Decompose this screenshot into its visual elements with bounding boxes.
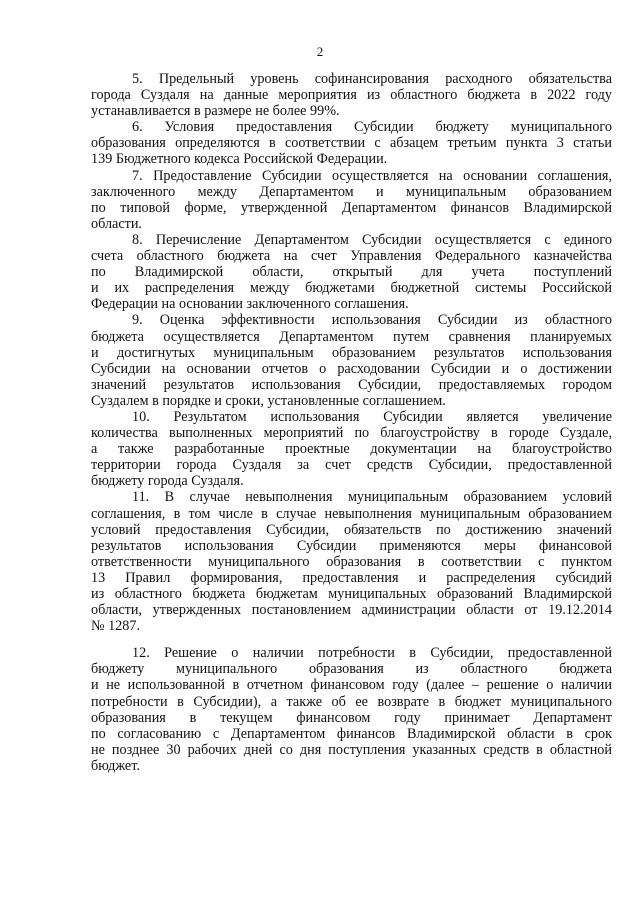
paragraph-12 [91,645,612,774]
text-line: 13 Правил формирования, предоставления и распределения субсидий [91,569,612,586]
document-body [91,71,612,774]
text-line: не позднее 30 рабочих дней со дня поступления указанных средств в областной [91,741,612,758]
text-line: значений результатов использования Субсидии, предоставляемых городом [91,376,612,393]
text-line: образования в текущем финансовом году принимает Департамент [91,709,612,726]
text-line: устанавливается в размере не более 99%. [91,103,340,120]
text-line: Суздалем в порядке и сроки, установленные соглашением. [91,392,446,409]
text-line: территории города Суздаля за счет средств Субсидии, предоставленной [91,457,612,474]
text-line: потребности в Субсидии), а также об ее возврате в бюджет муниципального [91,693,612,710]
paragraph-7 [91,168,612,232]
text-line: а также разработанные проектные документации на благоустройство [91,441,612,458]
text-line: города Суздаля на данные мероприятия из областного бюджета в 2022 году [91,87,612,104]
paragraph-10 [91,409,612,489]
paragraph-9 [91,312,612,409]
text-line: бюджету муниципального образования из областного бюджета [91,661,612,678]
text-line: ответственности муниципального образования в соответствии с пунктом [91,553,612,570]
text-line: области, утвержденных постановлением администрации области от 19.12.2014 [91,602,612,619]
text-line: по Владимирской области, открытый для учета поступлений [91,264,612,281]
text-line: 9. Оценка эффективности использования Субсидии из областного [132,312,612,329]
text-line: 10. Результатом использования Субсидии является увеличение [132,408,612,425]
text-line: количества выполненных мероприятий по благоустройству в городе Суздале, [91,425,612,442]
text-line: бюджету города Суздаля. [91,473,244,490]
text-line: 7. Предоставление Субсидии осуществляется на основании соглашения, [132,167,612,184]
text-line: бюджет. [91,757,140,774]
text-line: и достигнутых муниципальным образованием результатов использования [91,344,612,361]
paragraph-8 [91,232,612,312]
page-number: 2 [316,44,324,59]
text-line: Субсидии на основании отчетов о расходовании Субсидии и о достижении [91,360,612,377]
text-line: счета областного бюджета на счет Управления Федерального казначейства [91,248,612,265]
text-line: образования определяются в соответствии с абзацем третьим пункта 3 статьи [91,135,612,152]
text-line: по типовой форме, утвержденной Департаментом финансов Владимирской [91,199,612,216]
text-line: условий предоставления Субсидии, обязательств по достижению значений [91,521,612,538]
text-line: области. [91,215,142,232]
text-line: № 1287. [91,618,141,635]
text-line: по согласованию с Департаментом финансов Владимирской области в срок [91,725,612,742]
text-line: соглашения, в том числе в случае невыполнения муниципальным образованием [91,505,612,522]
text-line: 12. Решение о наличии потребности в Субсидии, предоставленной [132,645,612,662]
text-line: заключенного между Департаментом и муниципальным образованием [91,183,612,200]
text-line: 8. Перечисление Департаментом Субсидии осуществляется с единого [132,231,612,248]
text-line: 5. Предельный уровень софинансирования расходного обязательства [132,71,612,87]
paragraph-5 [91,71,612,119]
paragraph-6 [91,119,612,167]
text-line: Федерации на основании заключенного соглашения. [91,296,409,313]
text-line: из областного бюджета бюджетам муниципальных образований Владимирской [91,586,612,602]
text-line: 139 Бюджетного кодекса Российской Федерации. [91,151,388,168]
text-line: результатов использования Субсидии применяются меры финансовой [91,537,612,554]
text-line: бюджета осуществляется Департаментом путем сравнения планируемых [91,328,612,345]
paragraph-11 [91,489,612,634]
text-line: и не использованной в отчетном финансовом году (далее – решение о наличии [91,677,612,694]
text-line: и их распределения между бюджетами бюджетной системы Российской [91,280,612,297]
text-line: 11. В случае невыполнения муниципальным образованием условий [132,489,612,506]
text-line: 6. Условия предоставления Субсидии бюджету муниципального [132,119,612,136]
